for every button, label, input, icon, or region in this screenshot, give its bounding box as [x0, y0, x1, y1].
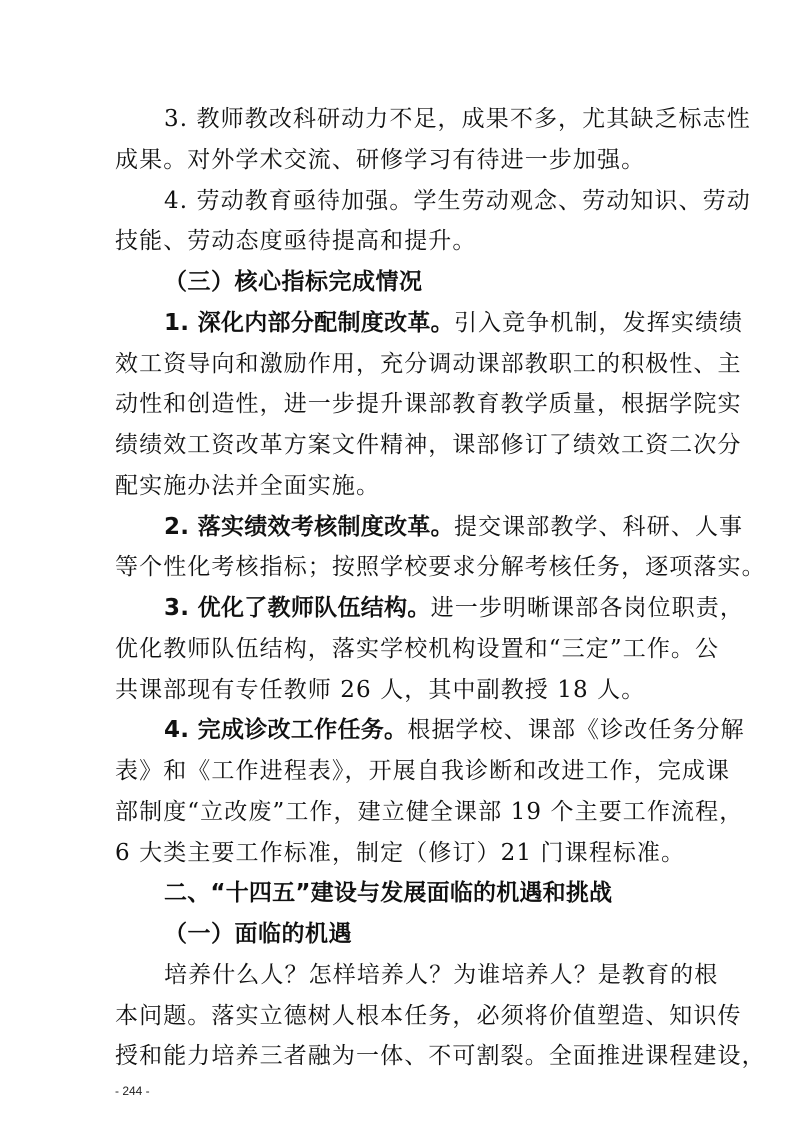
text-line: 技能、劳动态度亟待提高和提升。 — [115, 228, 477, 254]
text-line: 动性和创造性，进一步提升课部教育教学质量，根据学院实 — [115, 391, 742, 417]
text-line: 6 大类主要工作标准，制定（修订）21 门课程标准。 — [115, 840, 686, 866]
text-line: 授和能力培养三者融为一体、不可割裂。全面推进课程建设， — [115, 1043, 766, 1069]
text-line: 成果。对外学术交流、研修学习有待进一步加强。 — [115, 147, 646, 173]
page-number: - 244 - — [115, 1084, 150, 1098]
paragraph-line — [164, 308, 744, 338]
text-span: 提交课部教学、科研、人事 — [453, 514, 744, 540]
text-line: 培养什么人？怎样培养人？为谁培养人？是教育的根 — [164, 962, 719, 988]
text-line: 本问题。落实立德树人根本任务，必须将价值塑造、知识传 — [115, 1003, 742, 1029]
text-line: 部制度“立改废”工作，建立健全课部 19 个主要工作流程， — [115, 799, 744, 825]
paragraph-lead: 4. 完成诊改工作任务。 — [164, 717, 408, 743]
text-line: 绩绩效工资改革方案文件精神，课部修订了绩效工资二次分 — [115, 432, 742, 458]
text-line: 效工资导向和激励作用，充分调动课部教职工的积极性、主 — [115, 351, 742, 377]
text-span: 引入竞争机制，发挥实绩绩 — [453, 310, 744, 336]
text-span: 根据学校、课部《诊改任务分解 — [407, 717, 745, 743]
text-span: 进一步明晰课部各岗位职责， — [430, 595, 744, 621]
subsection-heading: （一）面临的机遇 — [164, 921, 352, 947]
section-heading: （三）核心指标完成情况 — [164, 269, 423, 295]
text-line: 表》和《工作进程表》，开展自我诊断和改进工作，完成课 — [115, 758, 731, 784]
text-line: 共课部现有专任教师 26 人，其中副教授 18 人。 — [115, 677, 646, 703]
paragraph-lead: 2. 落实绩效考核制度改革。 — [164, 514, 454, 540]
text-line: 配实施办法并全面实施。 — [115, 473, 381, 499]
text-line-spacer — [115, 1001, 742, 1031]
paragraph-lead: 3. 优化了教师队伍结构。 — [164, 595, 431, 621]
paragraph-lead: 1. 深化内部分配制度改革。 — [164, 310, 454, 336]
paragraph-line — [164, 512, 744, 542]
section-title: 二、“十四五”建设与发展面临的机遇和挑战 — [164, 880, 613, 906]
text-line: 等个性化考核指标；按照学校要求分解考核任务，逐项落实。 — [115, 554, 766, 580]
paragraph-line — [164, 715, 745, 745]
text-line: 4. 劳动教育亟待加强。学生劳动观念、劳动知识、劳动 — [164, 188, 751, 214]
text-line: 3. 教师教改科研动力不足，成果不多，尤其缺乏标志性 — [164, 106, 751, 132]
text-line: 优化教师队伍结构，落实学校机构设置和“三定”工作。公 — [115, 636, 720, 662]
paragraph-line — [164, 593, 744, 623]
